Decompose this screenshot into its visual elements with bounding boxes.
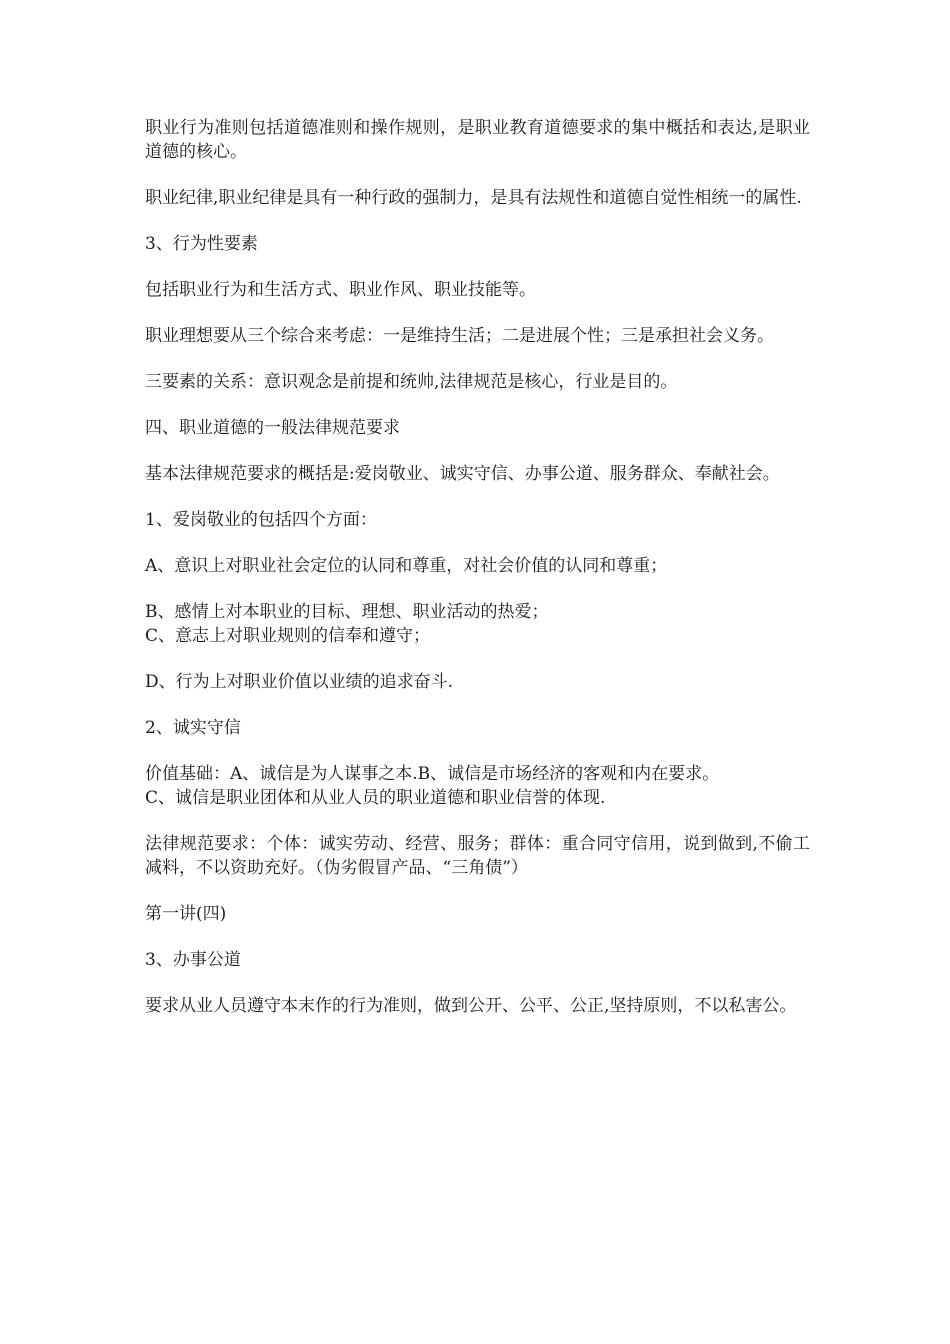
- paragraph-6: 基本法律规范要求的概括是:爱岗敬业、诚实守信、办事公道、服务群众、奉献社会。: [145, 464, 780, 484]
- paragraph-9: 法律规范要求：个体：诚实劳动、经营、服务；群体：重合同守信用，说到做到,不偷工减料，不以资助充好。（伪劣假冒产品、“三角债”）: [145, 834, 810, 878]
- paragraph-2: 职业纪律,职业纪律是具有一种行政的强制力，是具有法规性和道德自觉性相统一的属性.: [145, 188, 802, 208]
- section-heading-fairness: 3、办事公道: [145, 950, 241, 970]
- paragraph-4: 职业理想要从三个综合来考虑：一是维持生活；二是进展个性；三是承担社会义务。: [145, 326, 774, 346]
- list-item-a: A、意识上对职业社会定位的认同和尊重，对社会价值的认同和尊重；: [145, 556, 668, 576]
- section-heading-behavior-element: 3、行为性要素: [145, 234, 258, 254]
- lecture-heading: 第一讲(四): [145, 904, 227, 924]
- paragraph-10: 要求从业人员遵守本末作的行为准则，做到公开、公平、公正,坚持原则，不以私害公。: [145, 996, 797, 1016]
- paragraph-7: 价值基础：A、诚信是为人谋事之本.B、诚信是市场经济的客观和内在要求。: [145, 764, 720, 784]
- paragraph-1: 职业行为准则包括道德准则和操作规则，是职业教育道德要求的集中概括和表达,是职业道德的核心。: [145, 118, 810, 162]
- list-item-b: B、感情上对本职业的目标、理想、职业活动的热爱；: [145, 602, 549, 622]
- paragraph-3: 包括职业行为和生活方式、职业作风、职业技能等。: [145, 280, 536, 300]
- document-body: [145, 116, 810, 1040]
- paragraph-5: 三要素的关系：意识观念是前提和统帅,法律规范是核心，行业是目的。: [145, 372, 678, 392]
- paragraph-8: C、诚信是职业团体和从业人员的职业道德和职业信誉的体现.: [145, 788, 606, 808]
- section-heading-general-norms: 四、职业道德的一般法律规范要求: [145, 418, 400, 438]
- section-heading-love-job: 1、爱岗敬业的包括四个方面：: [145, 510, 377, 530]
- list-item-c: C、意志上对职业规则的信奉和遵守；: [145, 626, 431, 646]
- section-heading-honesty: 2、诚实守信: [145, 718, 241, 738]
- list-item-d: D、行为上对职业价值以业绩的追求奋斗.: [145, 672, 454, 692]
